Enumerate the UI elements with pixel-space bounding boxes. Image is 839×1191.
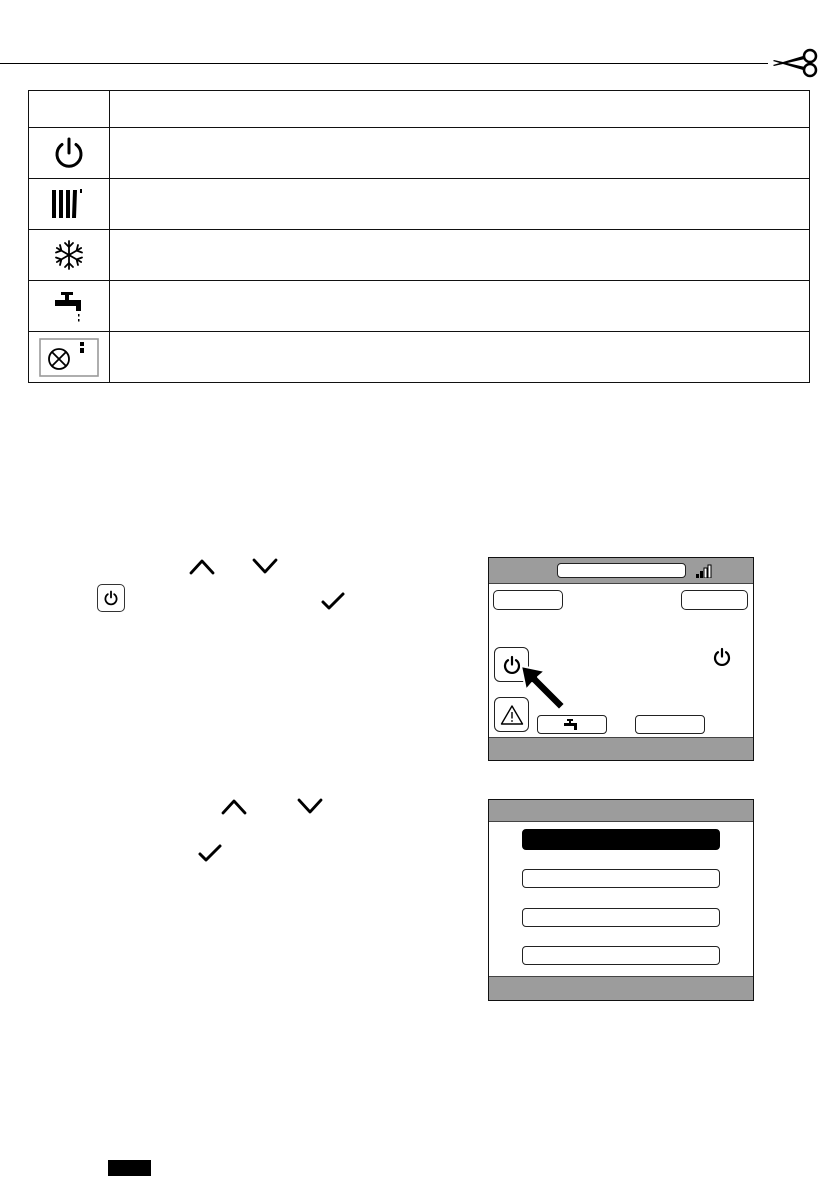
tap-icon: [51, 288, 87, 324]
legend-row-power: [29, 128, 810, 179]
legend-row-heating-text: [110, 179, 810, 230]
icon-legend-table: [28, 90, 810, 383]
legend-header-icon-cell: [29, 91, 110, 128]
legend-header-row: [29, 91, 810, 128]
screen-footer-bar: [489, 737, 753, 760]
radiator-icon: [49, 187, 89, 221]
tap-icon: [563, 718, 581, 732]
screen-footer-bar: [489, 976, 753, 1000]
legend-row-cooling-text: [110, 230, 810, 281]
chevron-down-icon: [252, 557, 278, 575]
screen-bottom-right-button[interactable]: [635, 715, 705, 734]
chevron-up-icon: [221, 797, 247, 815]
menu-option-selected[interactable]: [522, 829, 720, 850]
legend-row-heating: [29, 179, 810, 230]
menu-option[interactable]: [522, 946, 720, 965]
pointer-arrow-icon: [519, 664, 569, 712]
menu-option[interactable]: [522, 869, 720, 888]
legend-row-power-text: [110, 128, 810, 179]
legend-row-zone-text: [110, 332, 810, 383]
chevron-up-icon: [189, 557, 215, 575]
signal-icon: [696, 564, 714, 578]
screen-hot-water-button[interactable]: [537, 715, 607, 734]
screen-right-button[interactable]: [681, 590, 748, 610]
legend-row-zone: [29, 332, 810, 383]
legend-row-hot-water: [29, 281, 810, 332]
legend-row-hot-water-text: [110, 281, 810, 332]
power-icon: [52, 136, 86, 170]
chevron-down-icon: [297, 797, 323, 815]
checkmark-icon: [320, 591, 346, 611]
screen-left-button[interactable]: [493, 590, 563, 610]
checkmark-icon: [197, 843, 223, 863]
power-button-icon: [97, 584, 125, 612]
menu-option[interactable]: [522, 908, 720, 927]
power-status-icon: [712, 647, 732, 667]
screen-title-field: [557, 563, 686, 578]
page-tab-marker: [108, 1160, 151, 1176]
display-home-screen: [488, 557, 754, 761]
scissors-icon: [770, 48, 822, 78]
legend-row-cooling: [29, 230, 810, 281]
screen-header-bar: [489, 558, 753, 584]
zone-valve-icon: [38, 336, 100, 378]
cut-line: [0, 63, 768, 64]
screen-header-bar: [489, 800, 753, 822]
snowflake-icon: [52, 238, 86, 272]
legend-header-text-cell: [110, 91, 810, 128]
display-mode-menu-screen: [488, 799, 754, 1001]
